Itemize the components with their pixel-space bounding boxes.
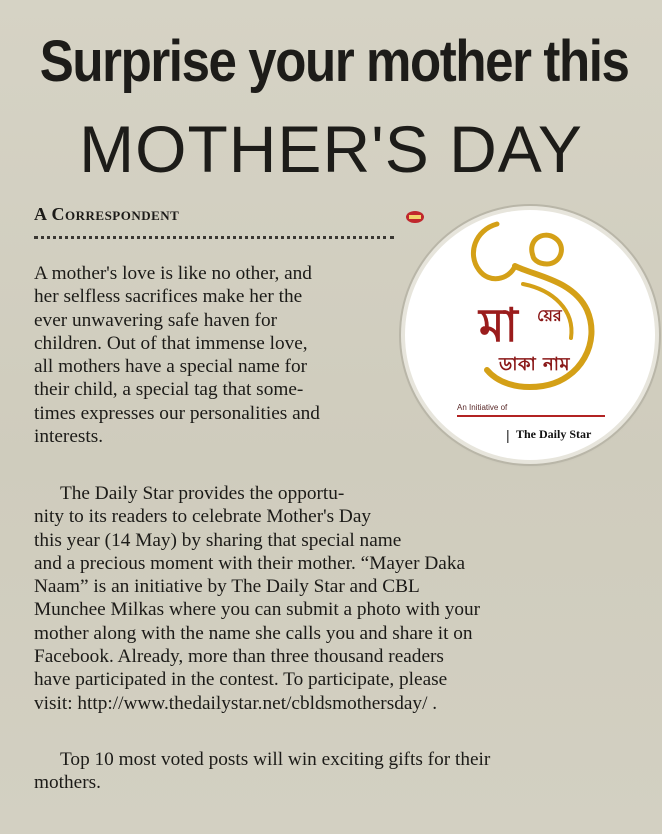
logo-rule: [457, 415, 605, 417]
mayer-daka-naam-logo: [405, 210, 655, 460]
logo-yer-text: য়ের: [537, 306, 562, 325]
logo-ma-text: মা: [479, 298, 518, 352]
paragraph-1: A mother's love is like no other, and her selfless sacrifices make her the ever unwavering safe haven for children. Out of that immense love, all mothers have a special name for their child, a special tag that some- times expresses our personalities and interests.: [34, 263, 320, 448]
cbl-munchee-badge-icon: [405, 210, 425, 224]
paragraph-2: The Daily Star provides the opportu- nity to its readers to celebrate Mother's Day this year (14 May) by sharing that special name and a precious moment with their mother. “Mayer Daka Naam” is an initiative by The Daily Star and CBL Munchee Milkas where you can submit a photo with your mother along with the name she calls you and share it on Facebook. Already, more than three thousand readers have participated in the contest. To participate, please visit: http://www.thedailystar.net/cbldsmothersday/ .: [34, 483, 481, 714]
logo-initiative-text: An Initiative of: [457, 403, 508, 412]
logo-daka-naam-text: ডাকা নাম: [499, 354, 571, 375]
logo-separator: |: [506, 427, 510, 443]
daily-star-wordmark: The Daily Star: [516, 427, 592, 441]
mother-child-swirl-icon: [405, 210, 655, 460]
headline-line-1: Surprise your mother this: [39, 29, 629, 94]
byline: A Correspondent: [34, 204, 180, 224]
headline-line-2: MOTHER'S DAY: [79, 112, 583, 186]
paragraph-3: Top 10 most voted posts will win exciting gifts for their mothers.: [34, 749, 491, 794]
dotted-divider: [34, 236, 394, 239]
